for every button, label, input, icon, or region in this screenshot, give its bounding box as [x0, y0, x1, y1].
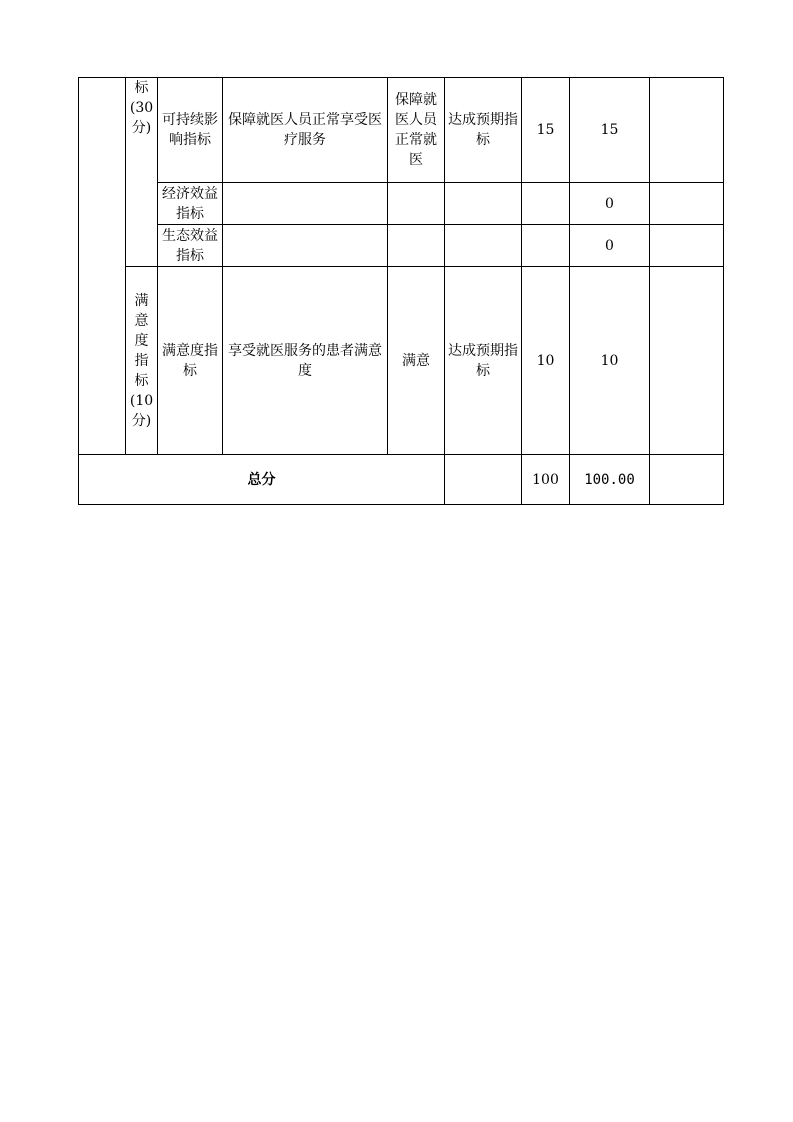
- target-sustain-text: 保障就医人员正常就医: [395, 92, 437, 168]
- score-sustain-cell: [570, 78, 650, 183]
- remark-ecological-cell: [650, 225, 724, 267]
- total-remark-cell: [650, 455, 724, 505]
- table-row: [79, 78, 724, 183]
- score-satisfaction-cell: [570, 267, 650, 455]
- dim2-satisfaction-cell: [158, 267, 223, 455]
- target-economic-cell: [388, 183, 445, 225]
- table-row: [79, 225, 724, 267]
- remark-economic-cell: [650, 183, 724, 225]
- indicator-satisfaction-text: 享受就医服务的患者满意度: [228, 342, 382, 379]
- score-satisfaction-text: 10: [600, 352, 619, 369]
- total-weight-text: 100: [532, 471, 559, 488]
- dim1-satisfaction-text: 满意度指标(10分): [129, 292, 154, 429]
- total-label-cell: [79, 455, 445, 505]
- first-level-blank-cell: [79, 78, 126, 455]
- dim2-ecological-cell: [158, 225, 223, 267]
- dim2-sustain-cell: [158, 78, 223, 183]
- weight-sustain-cell: [522, 78, 570, 183]
- target-satisfaction-cell: [388, 267, 445, 455]
- actual-economic-cell: [445, 183, 522, 225]
- table-row: [79, 267, 724, 455]
- remark-satisfaction-cell: [650, 267, 724, 455]
- dim1-satisfaction-cell: [126, 267, 158, 455]
- score-ecological-text: 0: [605, 237, 614, 254]
- weight-ecological-cell: [522, 225, 570, 267]
- actual-ecological-cell: [445, 225, 522, 267]
- total-score-text: 100.00: [584, 471, 635, 488]
- weight-sustain-text: 15: [536, 122, 555, 138]
- target-ecological-cell: [388, 225, 445, 267]
- score-economic-cell: [570, 183, 650, 225]
- weight-satisfaction-cell: [522, 267, 570, 455]
- indicator-sustain-text: 保障就医人员正常享受医疗服务: [228, 112, 382, 148]
- weight-economic-cell: [522, 183, 570, 225]
- score-economic-text: 0: [605, 195, 614, 212]
- indicator-economic-cell: [223, 183, 388, 225]
- indicator-ecological-cell: [223, 225, 388, 267]
- indicator-sustain-cell: [223, 78, 388, 183]
- target-satisfaction-text: 满意: [402, 352, 430, 369]
- dim2-ecological-text: 生态效益指标: [162, 227, 218, 264]
- actual-satisfaction-text: 达成预期指标: [448, 342, 518, 379]
- score-sustain-text: 15: [600, 122, 619, 138]
- dim1-vertical-text: 标(30分): [129, 80, 154, 136]
- actual-sustain-text: 达成预期指标: [448, 112, 518, 148]
- dim2-satisfaction-text: 满意度指标: [162, 342, 218, 379]
- actual-sustain-cell: [445, 78, 522, 183]
- target-sustain-cell: [388, 78, 445, 183]
- total-row: [79, 455, 724, 505]
- actual-satisfaction-cell: [445, 267, 522, 455]
- total-actual-cell: [445, 455, 522, 505]
- indicator-satisfaction-cell: [223, 267, 388, 455]
- weight-satisfaction-text: 10: [536, 352, 555, 369]
- table-row: [79, 183, 724, 225]
- total-weight-cell: [522, 455, 570, 505]
- dim2-economic-cell: [158, 183, 223, 225]
- dim2-sustain-text: 可持续影响指标: [162, 112, 218, 148]
- performance-evaluation-table: [78, 77, 724, 505]
- total-score-cell: [570, 455, 650, 505]
- total-label-text: 总分: [247, 471, 276, 488]
- score-ecological-cell: [570, 225, 650, 267]
- dim1-output-continuation: [126, 78, 158, 267]
- remark-sustain-cell: [650, 78, 724, 183]
- dim2-economic-text: 经济效益指标: [162, 185, 218, 222]
